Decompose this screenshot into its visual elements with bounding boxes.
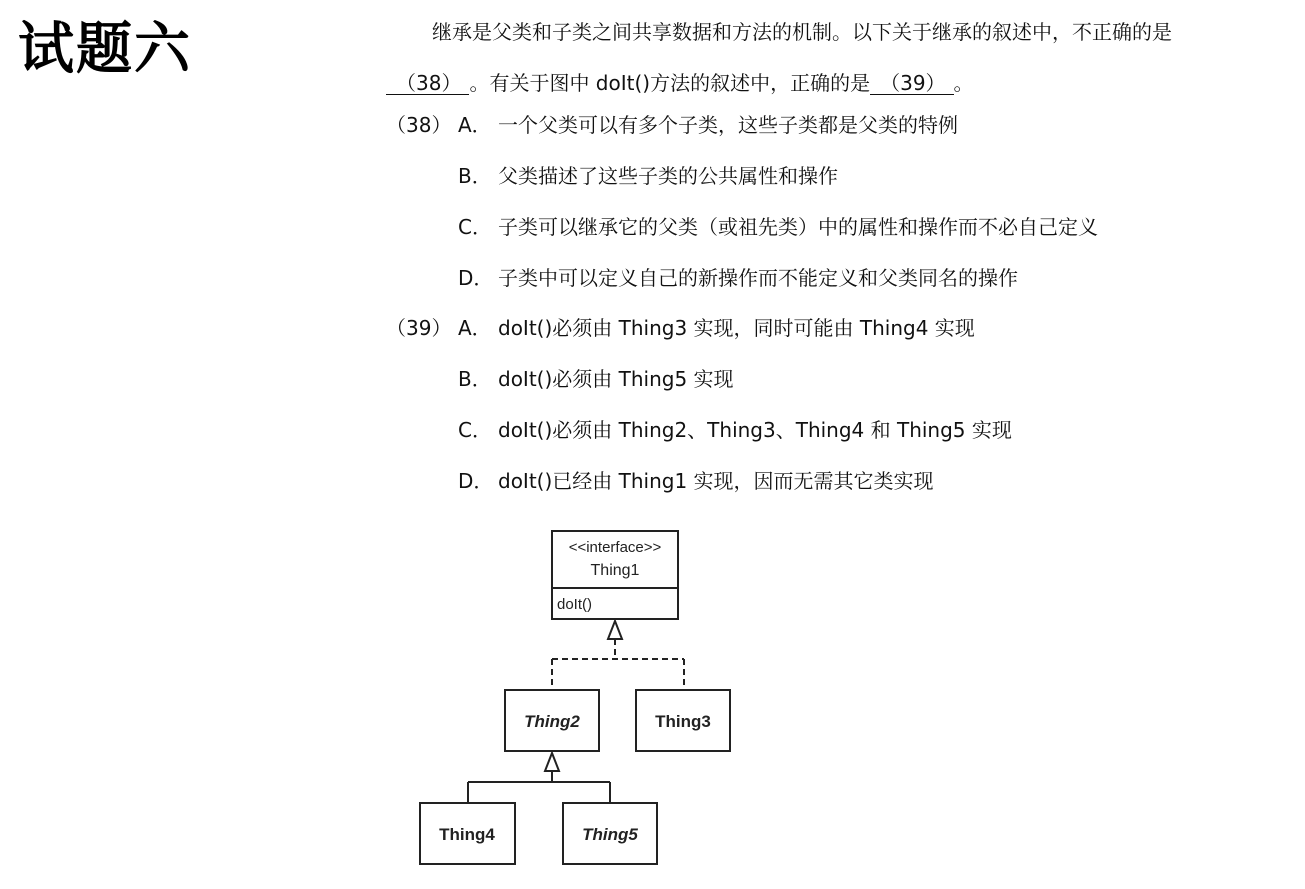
q39-option-d — [458, 468, 934, 494]
thing4-name: Thing4 — [439, 825, 495, 844]
thing3-name: Thing3 — [655, 712, 711, 731]
q38-option-c-letter: C． — [458, 215, 492, 239]
q39-option-b — [458, 366, 734, 392]
q38-option-c-text: 子类可以继承它的父类（或祖先类）中的属性和操作而不必自己定义 — [498, 215, 1098, 239]
blank-38: （38） — [386, 72, 469, 95]
q38-option-b-letter: B． — [458, 164, 492, 188]
generalization-arrowhead — [545, 753, 559, 771]
q39-option-b-text: doIt()必须由 Thing5 实现 — [498, 367, 734, 391]
q38-option-c — [458, 214, 1098, 240]
thing1-name: Thing1 — [590, 562, 640, 579]
q39-option-c — [458, 417, 1012, 443]
q39-option-d-letter: D． — [458, 469, 494, 493]
q39-option-c-letter: C． — [458, 418, 492, 442]
stem-text-1: 继承是父类和子类之间共享数据和方法的机制。以下关于继承的叙述中，不正确的是 — [432, 20, 1172, 44]
page-title: 试题六 — [18, 17, 192, 82]
q38-option-a — [458, 112, 958, 138]
q38-option-a-letter: A． — [458, 113, 492, 137]
question-stem-line2 — [386, 70, 974, 96]
q38-option-b-text: 父类描述了这些子类的公共属性和操作 — [498, 164, 838, 188]
question-39-number: （39） — [386, 316, 452, 340]
uml-class-diagram — [400, 515, 760, 875]
q38-option-a-text: 一个父类可以有多个子类，这些子类都是父类的特例 — [498, 113, 958, 137]
q39-option-d-text: doIt()已经由 Thing1 实现，因而无需其它类实现 — [498, 469, 934, 493]
question-38-number: （38） — [386, 113, 452, 137]
thing2-name: Thing2 — [524, 712, 580, 731]
q39-option-a-letter: A． — [458, 316, 492, 340]
thing1-method: doIt() — [557, 596, 593, 613]
q39-option-a — [458, 315, 975, 341]
blank-39: （39） — [870, 72, 953, 95]
q39-option-c-text: doIt()必须由 Thing2、Thing3、Thing4 和 Thing5 实现 — [498, 418, 1012, 442]
question-stem-line1 — [432, 19, 1172, 45]
stem-text-2: 。有关于图中 doIt()方法的叙述中，正确的是 — [469, 71, 871, 95]
q38-option-b — [458, 163, 838, 189]
q38-option-d — [458, 265, 1018, 291]
realization-arrowhead — [608, 621, 622, 639]
q38-option-d-letter: D． — [458, 266, 494, 290]
realization-dashed-lines — [552, 639, 684, 690]
thing5-name: Thing5 — [582, 825, 638, 844]
generalization-lines — [468, 771, 610, 803]
thing1-stereotype: <<interface>> — [568, 539, 662, 556]
q39-option-b-letter: B． — [458, 367, 492, 391]
stem-text-end: 。 — [953, 71, 974, 95]
q38-option-d-text: 子类中可以定义自己的新操作而不能定义和父类同名的操作 — [498, 266, 1018, 290]
q39-option-a-text: doIt()必须由 Thing3 实现，同时可能由 Thing4 实现 — [498, 316, 975, 340]
